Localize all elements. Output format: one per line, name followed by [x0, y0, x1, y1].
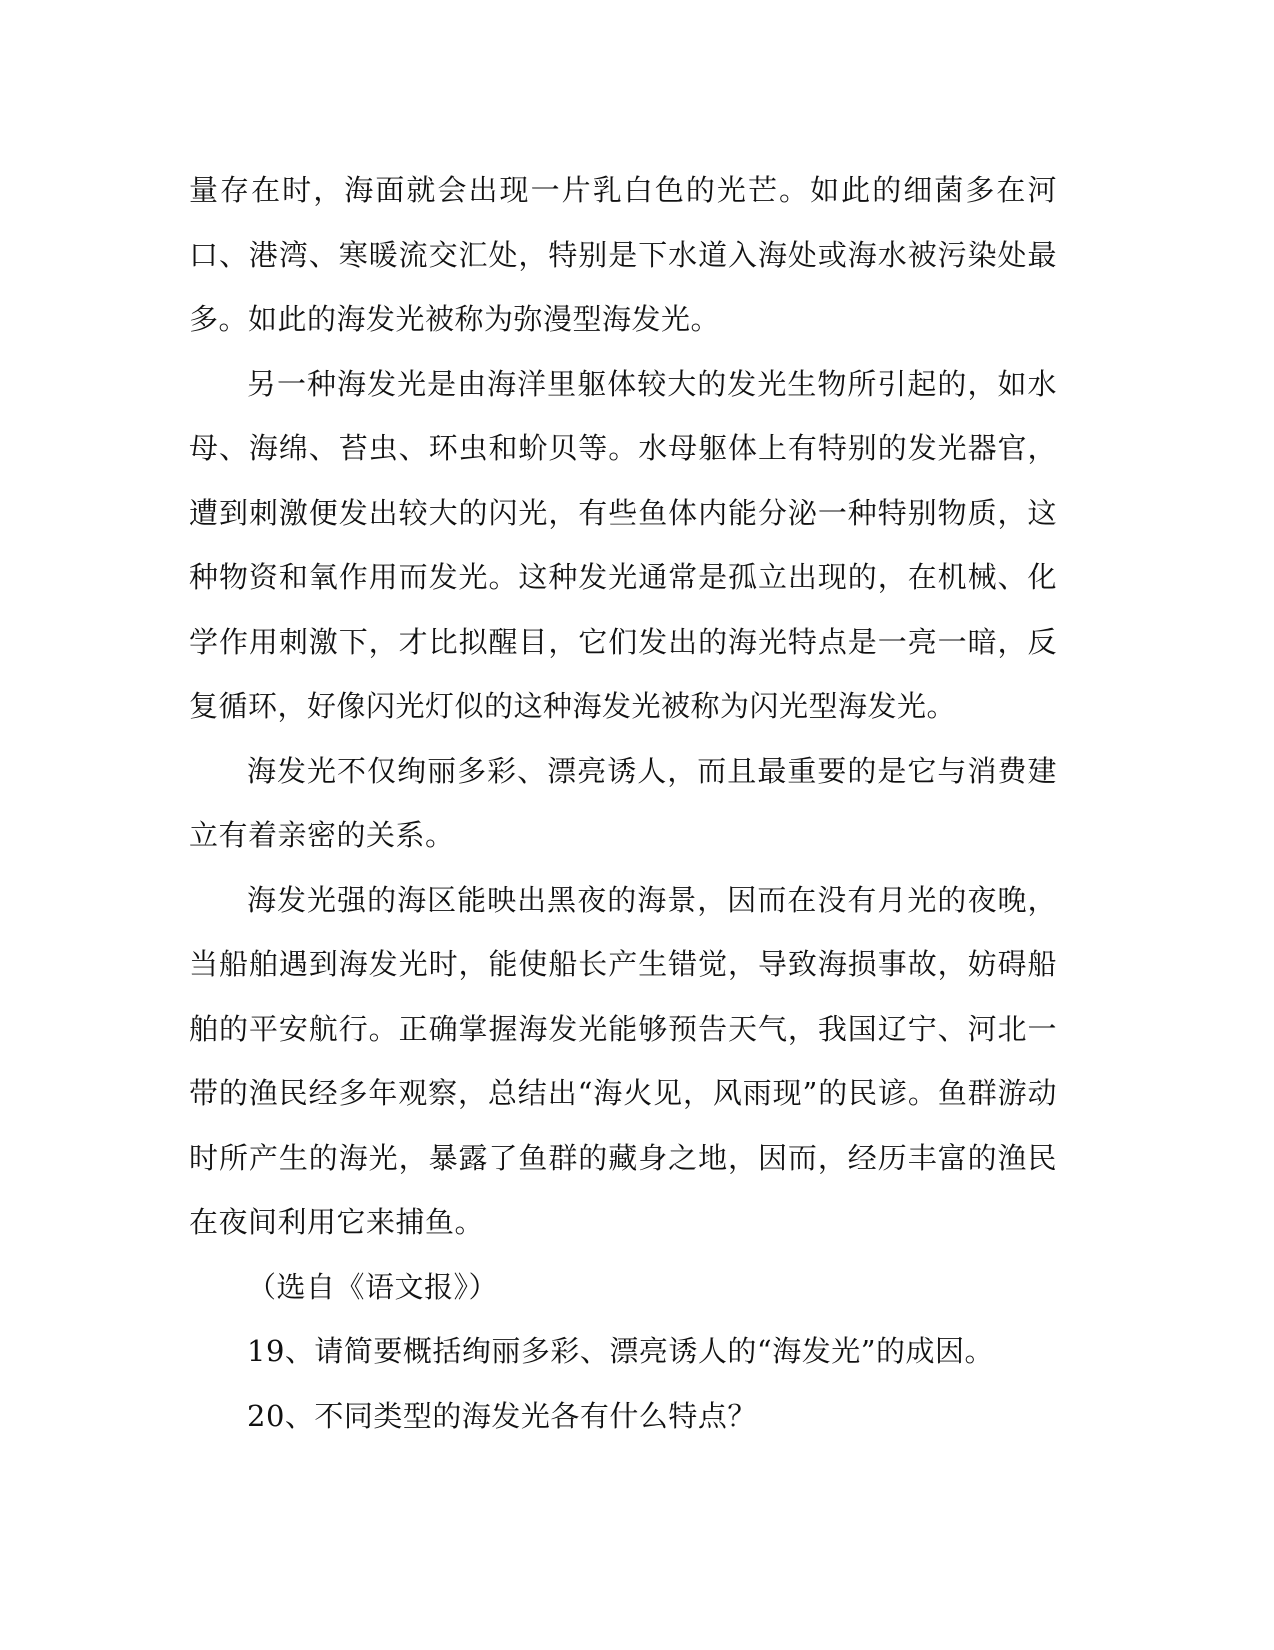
paragraph-effects: 海发光强的海区能映出黑夜的海景，因而在没有月光的夜晚，当船舶遇到海发光时，能使船长产生错觉，导致海损事故，妨碍船舶的平安航行。正确掌握海发光能够预告天气，我国辽宁、河北一带的渔民经多年观察，总结出“海火见，风雨现”的民谚。鱼群游动时所产生的海光，暴露了鱼群的藏身之地，因而，经历丰富的渔民在夜间利用它来捕鱼。 — [189, 882, 1057, 1239]
article-body — [189, 158, 1057, 1448]
question-19: 19、请简要概括绚丽多彩、漂亮诱人的“海发光”的成因。 — [247, 1334, 995, 1368]
paragraph-flash-type: 另一种海发光是由海洋里躯体较大的发光生物所引起的，如水母、海绵、苔虫、环虫和蚧贝等。水母躯体上有特别的发光器官，遭到刺激便发出较大的闪光，有些鱼体内能分泌一种特别物质，这种物资和氧作用而发光。这种发光通常是孤立出现的，在机械、化学作用刺激下，才比拟醒目，它们发出的海光特点是一亮一暗，反复循环，好像闪光灯似的这种海发光被称为闪光型海发光。 — [189, 366, 1057, 723]
paragraph-continued: 量存在时，海面就会出现一片乳白色的光芒。如此的细菌多在河口、港湾、寒暖流交汇处，特别是下水道入海处或海水被污染处最多。如此的海发光被称为弥漫型海发光。 — [189, 173, 1057, 336]
source-note: （选自《语文报》） — [247, 1269, 499, 1304]
paragraph-significance: 海发光不仅绚丽多彩、漂亮诱人，而且最重要的是它与消费建立有着亲密的关系。 — [189, 753, 1057, 852]
question-20: 20、不同类型的海发光各有什么特点？ — [247, 1398, 757, 1433]
